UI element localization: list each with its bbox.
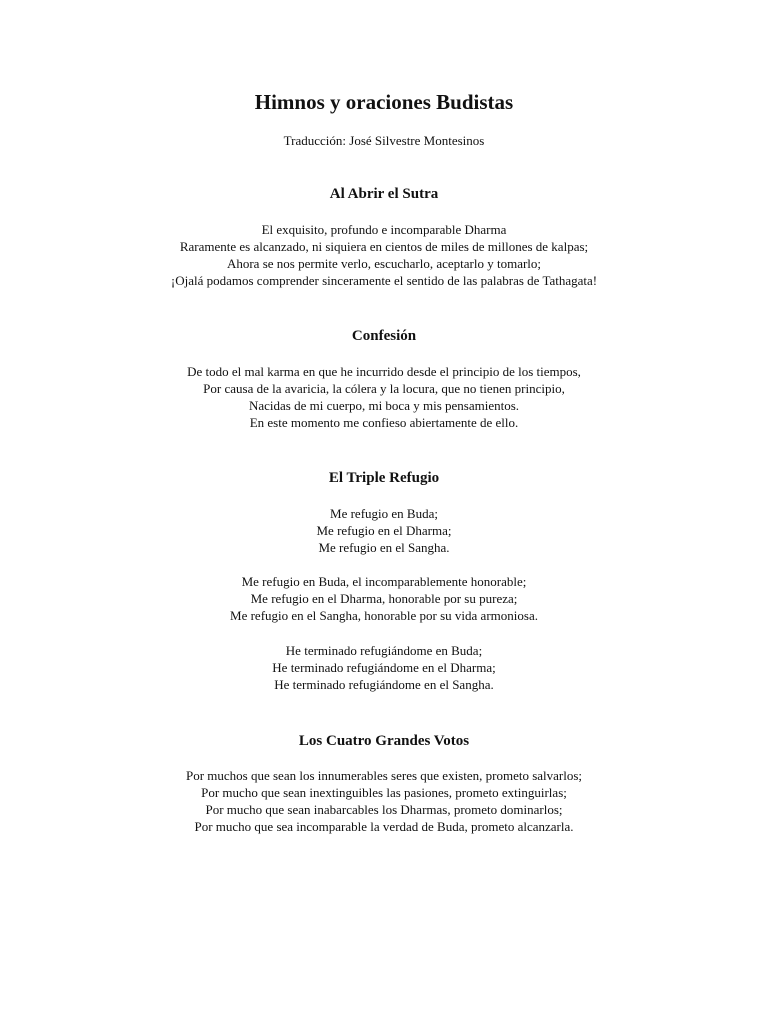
stanza (0, 221, 768, 289)
section-heading-el-triple-refugio: El Triple Refugio (328, 470, 440, 486)
document-title: Himnos y oraciones Budistas (254, 90, 514, 114)
section-heading-confesion: Confesión (351, 328, 417, 344)
verse-line: De todo el mal karma en que he incurrido desde el principio de los tiempos, (187, 364, 581, 379)
stanza (0, 573, 768, 624)
stanza (0, 363, 768, 431)
verse-line: ¡Ojalá podamos comprender sinceramente el sentido de las palabras de Tathagata! (170, 273, 598, 288)
stanza (0, 505, 768, 556)
verse-line: Por causa de la avaricia, la cólera y la locura, que no tienen principio, (203, 381, 565, 396)
stanza (0, 642, 768, 693)
verse-line: Por muchos que sean los innumerables seres que existen, prometo salvarlos; (185, 768, 583, 783)
section-heading-al-abrir-el-sutra: Al Abrir el Sutra (329, 186, 439, 202)
verse-line: Ahora se nos permite verlo, escucharlo, aceptarlo y tomarlo; (226, 256, 542, 271)
verse-line: Me refugio en Buda; (330, 506, 438, 521)
verse-line: Me refugio en Buda, el incomparablemente honorable; (241, 574, 527, 589)
verse-line: Nacidas de mi cuerpo, mi boca y mis pensamientos. (248, 398, 520, 413)
verse-line: Por mucho que sean inabarcables los Dharmas, prometo dominarlos; (205, 802, 563, 817)
verse-line: Por mucho que sean inextinguibles las pasiones, prometo extinguirlas; (201, 785, 567, 800)
verse-line: Me refugio en el Sangha, honorable por su vida armoniosa. (230, 608, 538, 623)
verse-line: En este momento me confieso abiertamente de ello. (249, 415, 519, 430)
document-subtitle: Traducción: José Silvestre Montesinos (283, 133, 485, 148)
verse-line: Me refugio en el Dharma, honorable por su pureza; (250, 591, 518, 606)
verse-line: Por mucho que sea incomparable la verdad de Buda, prometo alcanzarla. (194, 819, 574, 834)
verse-line: He terminado refugiándome en Buda; (285, 643, 483, 658)
stanza (0, 767, 768, 835)
verse-line: Raramente es alcanzado, ni siquiera en cientos de miles de millones de kalpas; (179, 239, 589, 254)
verse-line: Me refugio en el Dharma; (316, 523, 452, 538)
section-heading-los-cuatro-grandes-votos: Los Cuatro Grandes Votos (298, 733, 470, 749)
verse-line: He terminado refugiándome en el Sangha. (274, 677, 494, 692)
verse-line: He terminado refugiándome en el Dharma; (272, 660, 496, 675)
verse-line: Me refugio en el Sangha. (318, 540, 450, 555)
verse-line: El exquisito, profundo e incomparable Dharma (261, 222, 507, 237)
